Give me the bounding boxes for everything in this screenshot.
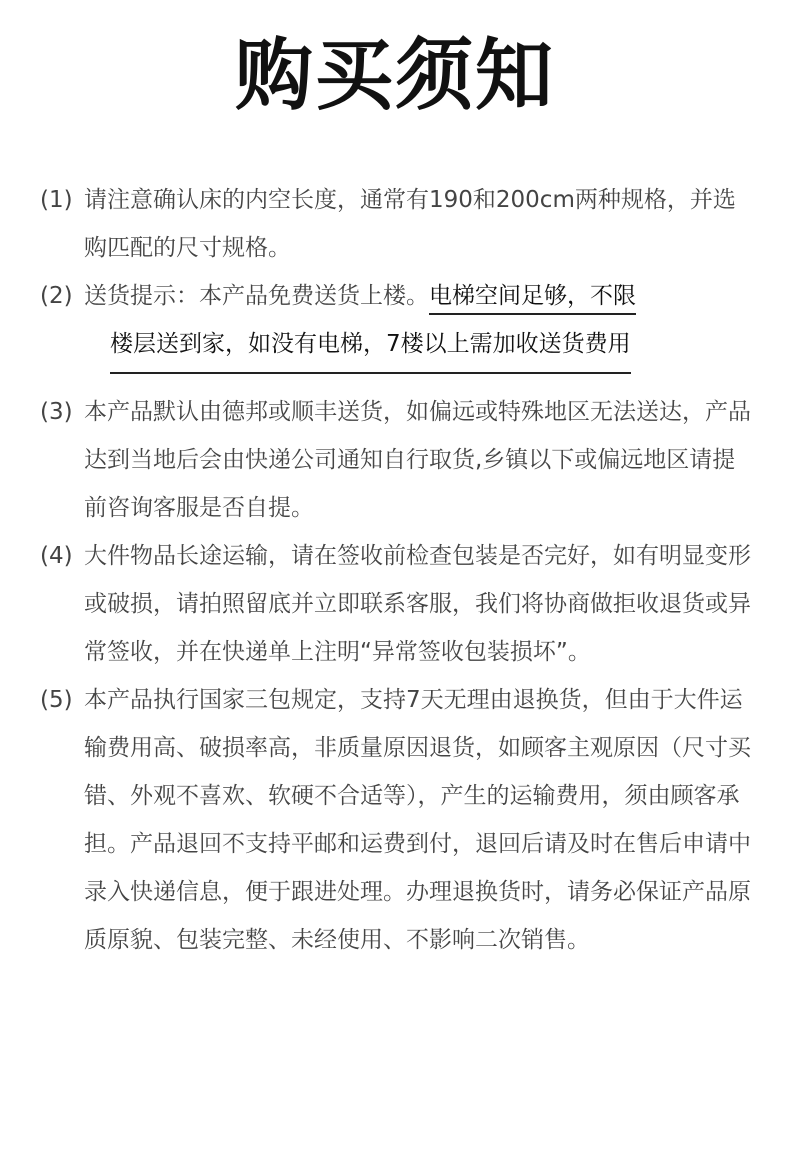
emphasis-text-line-2: 楼层送到家，如没有电梯，7楼以上需加收送货费用	[110, 320, 631, 374]
item-number: (1)	[40, 187, 73, 213]
notice-item-2	[40, 272, 752, 374]
notice-item-4	[40, 532, 752, 676]
item-number: (5)	[40, 687, 73, 713]
item-number: (4)	[40, 543, 73, 569]
item-text: 本产品执行国家三包规定，支持7天无理由退换货，但由于大件运输费用高、破损率高，非质量原因退货，如顾客主观原因（尺寸买错、外观不喜欢、软硬不合适等），产生的运输费用，须由顾客承担。产品退回不支持平邮和运费到付，退回后请及时在售后申请中录入快递信息，便于跟进处理。办理退换货时，请务必保证产品原质原貌、包装完整、未经使用、不影响二次销售。	[84, 687, 751, 953]
emphasis-text-line-1: 电梯空间足够，不限	[429, 283, 636, 315]
notice-item-1	[40, 176, 752, 272]
item-text: 大件物品长途运输，请在签收前检查包装是否完好，如有明显变形或破损，请拍照留底并立即联系客服，我们将协商做拒收退货或异常签收，并在快递单上注明“异常签收包装损坏”。	[84, 543, 751, 665]
item-text: 请注意确认床的内空长度，通常有190和200cm两种规格，并选购匹配的尺寸规格。	[84, 187, 736, 261]
spacer	[40, 374, 752, 388]
notice-list	[40, 176, 752, 964]
notice-item-3	[40, 388, 752, 532]
item-text: 送货提示：本产品免费送货上楼。	[84, 283, 429, 309]
page-title: 购买须知	[234, 31, 555, 121]
item-number: (2)	[40, 283, 73, 309]
notice-item-5	[40, 676, 752, 964]
item-number: (3)	[40, 399, 73, 425]
item-text: 本产品默认由德邦或顺丰送货，如偏远或特殊地区无法送达，产品达到当地后会由快递公司通知自行取货,乡镇以下或偏远地区请提前咨询客服是否自提。	[84, 399, 751, 521]
